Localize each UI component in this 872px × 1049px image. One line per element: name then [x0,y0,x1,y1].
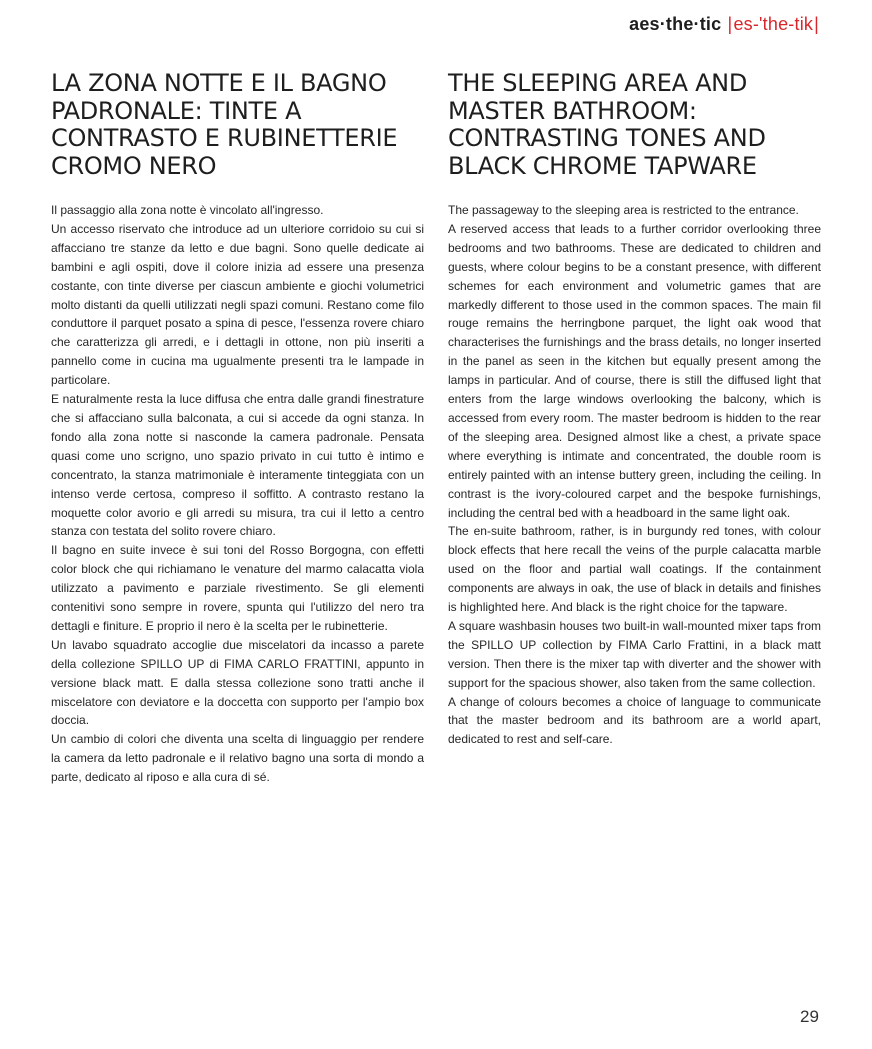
masthead [629,14,820,35]
page-number: 29 [800,1007,819,1026]
masthead-phonetic: es-'the-tik [733,14,814,34]
english-paragraph: A square washbasin houses two built-in wall-mounted mixer taps from the SPILLO UP collection by FIMA Carlo Frattini, in a black matt version. Then there is the mixer tap with diverter and the shower with support for the spacious shower, also taken from the same collection. [448,618,821,690]
italian-column [51,70,424,787]
english-heading: THE SLEEPING AREA AND MASTER BATHROOM: CONTRASTING TONES AND BLACK CHROME TAPWARE [448,69,766,180]
italian-heading: LA ZONA NOTTE E IL BAGNO PADRONALE: TINTE A CONTRASTO E RUBINETTERIE CROMO NERO [51,69,398,180]
masthead-separator-right: | [814,14,819,34]
italian-paragraph: Un lavabo squadrato accoglie due miscelatori da incasso a parete della collezione SPILLO UP di FIMA CARLO FRATTINI, appunto in versione black matt. E dalla stessa collezione sono tratti anche il miscelatore con deviatore e la doccetta con supporto per l'ampio box doccia. [51,637,424,728]
masthead-word: aes·the·tic [629,14,722,34]
italian-body [51,201,424,787]
italian-paragraph: Il passaggio alla zona notte è vincolato all'ingresso. [51,203,324,217]
masthead-separator-left: | [727,14,733,34]
english-paragraph: The en-suite bathroom, rather, is in burgundy red tones, with colour block effects that here recall the veins of the purple calacatta marble used on the floor and partial wall coatings. If the containment components are always in oak, the use of black in details and finishes is highlighted here. And black is the right choice for the tapware. [448,524,821,615]
english-paragraph: A reserved access that leads to a further corridor overlooking three bedrooms and two bathrooms. These are dedicated to children and guests, where colour begins to be a constant presence, with different schemes for each environment and volumetric games that are markedly different to those used in the common spaces. The main fil rouge remains the herringbone parquet, the light oak wood that characterises the furnishings and the brass details, no longer inserted in the panel as seen in the kitchen but equally present among the lamps in particular. And of course, there is still the diffused light that enters from the large windows overlooking the balcony, which is accessed from every room. The master bedroom is hidden to the rear of the sleeping area. Designed almost like a chest, a private space where everything is intimate and concentrated, the double room is entirely painted with an intense buttery green, including the ceiling. In contrast is the ivory-coloured carpet and the bespoke furnishings, including the central bed with a headboard in the same light oak. [448,221,821,520]
italian-paragraph: E naturalmente resta la luce diffusa che entra dalle grandi finestrature che si affacciano sulla balconata, a cui si accede da ogni stanza. In fondo alla zona notte si nasconde la camera padronale. Pensata quasi come uno scrigno, uno spazio privato in cui tutto è intimo e concentrato, la stanza matrimoniale è interamente tinteggiata con un intenso verde certosa, compreso il soffitto. A contrasto restano la moquette color avorio e gli arredi su misura, tra cui il letto a centro stanza con testata del solito rovere chiaro. [51,392,424,539]
english-paragraph: The passageway to the sleeping area is restricted to the entrance. [448,203,799,217]
english-body [448,201,821,749]
italian-paragraph: Un accesso riservato che introduce ad un ulteriore corridoio su cui si affacciano tre stanze da letto e due bagni. Sono quelle dedicate ai bambini e agli ospiti, dove il colore inizia ad essere una presenza costante, con tinte diverse per ciascun ambiente e giochi volumetrici molto distanti da quelli utilizzati negli spazi comuni. Restano come filo conduttore il parquet posato a spina di pesce, l'essenza rovere chiaro che caratterizza gli arredi, e i dettagli in ottone, non più inseriti a pannello come in cucina ma ugualmente presenti tra le lampade in particolare. [51,221,424,388]
english-column [448,70,821,749]
italian-paragraph: Il bagno en suite invece è sui toni del Rosso Borgogna, con effetti color block che qui richiamano le venature del marmo calacatta viola utilizzato a pavimento e parziale rivestimento. Se gli elementi contenitivi sono sempre in rovere, spunta qui l'utilizzo del nero tra dettagli e finiture. E proprio il nero è la scelta per le rubinetterie. [51,543,424,633]
italian-paragraph: Un cambio di colori che diventa una scelta di linguaggio per rendere la camera da letto padronale e il relativo bagno una sorta di mondo a parte, dedicato al riposo e alla cura di sé. [51,732,424,785]
english-paragraph: A change of colours becomes a choice of language to communicate that the master bedroom and its bathroom are a world apart, dedicated to rest and self-care. [448,694,821,747]
